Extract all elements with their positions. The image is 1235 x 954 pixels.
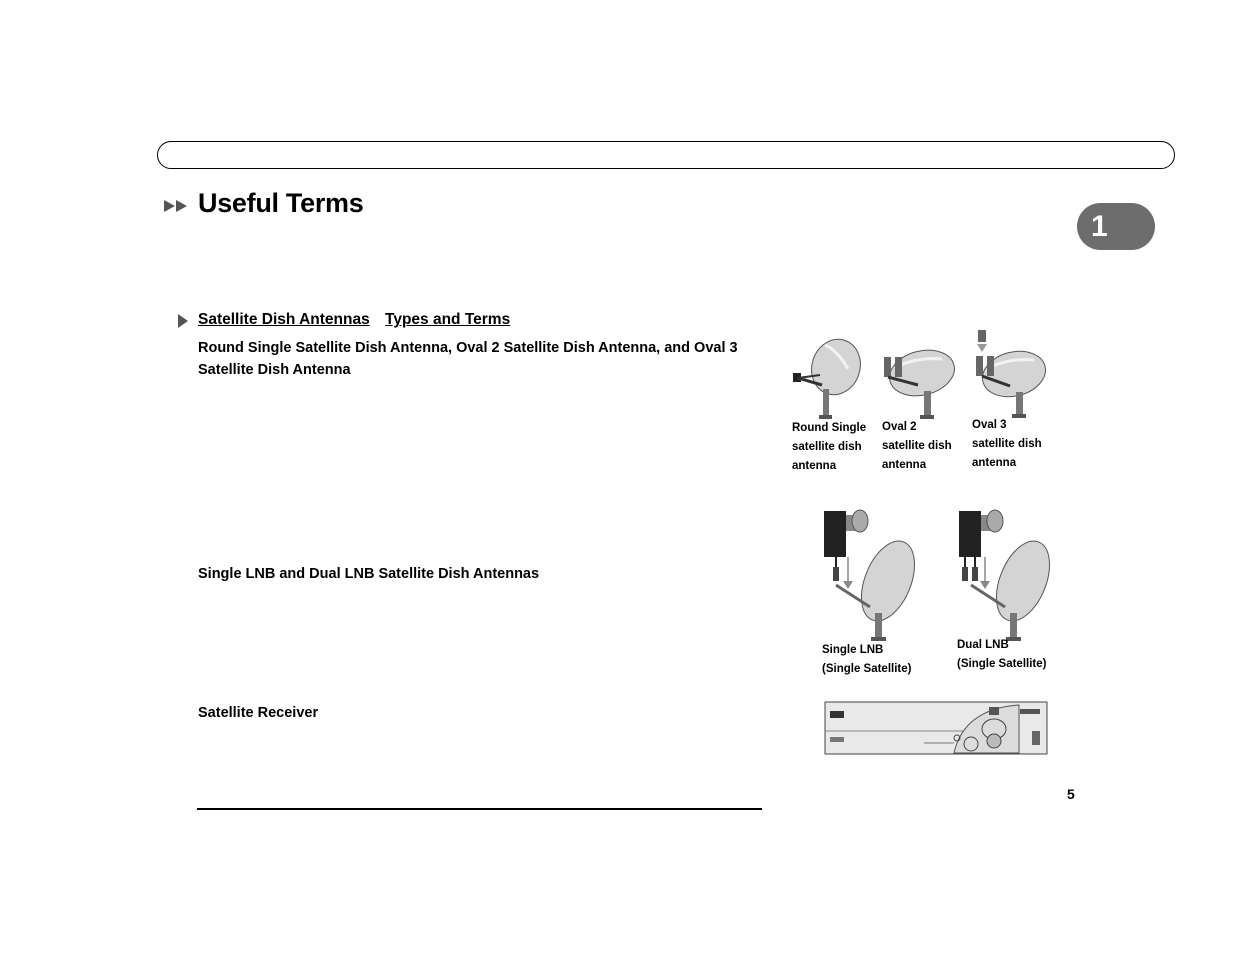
oval-3-caption: Oval 3 satellite dish antenna [972, 419, 1042, 469]
single-lnb-dish-image [818, 505, 918, 645]
header-bar [157, 141, 1175, 169]
types-and-terms-link[interactable]: Types and Terms [385, 311, 511, 328]
satellite-receiver-image [824, 701, 1049, 756]
single-lnb-caption: Single LNB (Single Satellite) [822, 644, 912, 675]
chapter-tab: 1 [1077, 203, 1155, 250]
page-title: Useful Terms [198, 188, 364, 218]
dual-lnb-caption: Dual LNB (Single Satellite) [957, 639, 1047, 670]
oval-3-dish-image [970, 328, 1050, 420]
lnb-heading: Single LNB and Dual LNB Satellite Dish Antennas [198, 566, 540, 582]
dish-types-heading: Round Single Satellite Dish Antenna, Oval 2 Satellite Dish Antenna, and Oval 3 Satellite Dish Antenna [198, 340, 738, 378]
footer-rule [197, 808, 762, 810]
arrow-right-icon [177, 314, 189, 333]
receiver-heading: Satellite Receiver [198, 705, 319, 721]
double-arrow-icon [164, 199, 190, 218]
page-number: 5 [1067, 786, 1075, 802]
round-single-dish-image [790, 337, 865, 422]
round-single-caption: Round Single satellite dish antenna [792, 422, 867, 472]
oval-2-caption: Oval 2 satellite dish antenna [882, 421, 952, 471]
oval-2-dish-image [880, 343, 960, 421]
satellite-dish-antennas-link[interactable]: Satellite Dish Antennas [198, 311, 370, 328]
dual-lnb-dish-image [953, 505, 1053, 645]
